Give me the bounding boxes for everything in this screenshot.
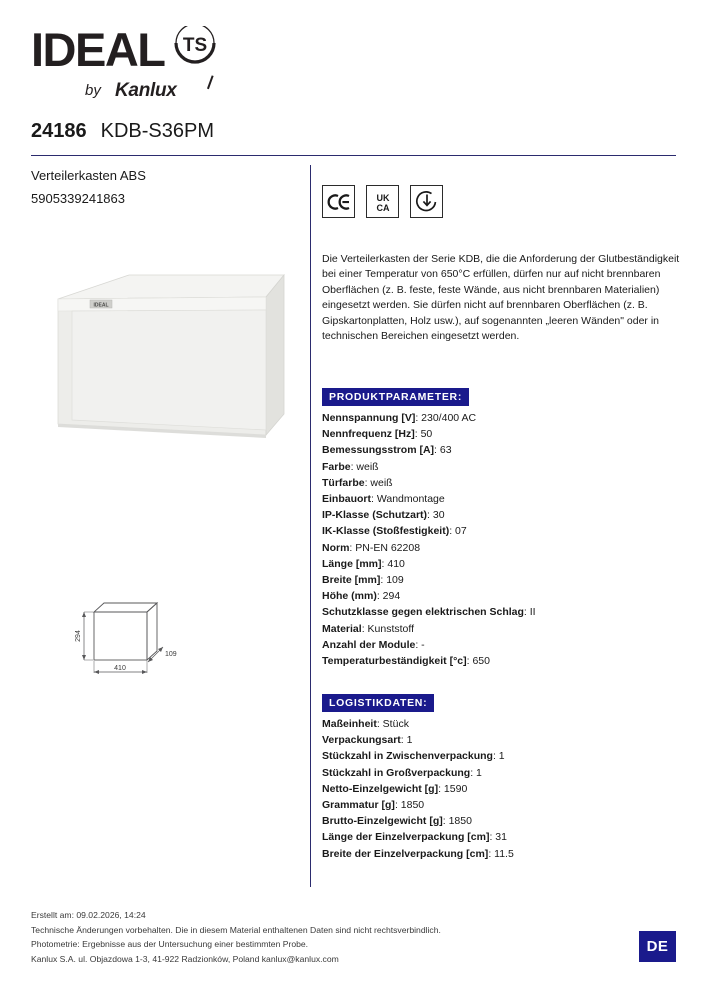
spec-value: : 650 <box>466 655 490 668</box>
dimension-drawing <box>62 598 247 688</box>
spec-value: : 230/400 AC <box>415 412 477 424</box>
parameter-row <box>322 540 684 556</box>
parameter-row <box>322 475 684 491</box>
logo-slash-decoration <box>207 75 223 92</box>
spec-key: Norm <box>322 541 350 554</box>
svg-text:UK: UK <box>376 192 389 203</box>
spec-value: : 1 <box>492 750 505 763</box>
product-parameters-list <box>322 410 684 669</box>
spec-key: Schutzklasse gegen elektrischen Schlag <box>322 606 524 619</box>
logo-by-text: by <box>85 82 101 99</box>
spec-key: Temperaturbeständigkeit [°c] <box>322 655 467 668</box>
language-badge: DE <box>639 931 676 962</box>
logistics-row <box>322 829 684 845</box>
parameter-row <box>322 588 684 604</box>
ce-mark-icon <box>322 185 355 218</box>
svg-text:TS: TS <box>182 35 208 56</box>
logistics-list <box>322 716 684 862</box>
spec-value: : weiß <box>364 476 393 489</box>
spec-value: : PN-EN 62208 <box>349 541 421 554</box>
parameter-row <box>322 459 684 475</box>
logistics-row <box>322 765 684 781</box>
product-photo <box>52 262 285 447</box>
spec-key: Länge [mm] <box>322 557 382 570</box>
logistics-row <box>322 781 684 797</box>
logistics-row <box>322 813 684 829</box>
spec-value: : weiß <box>350 460 379 473</box>
spec-key: Brutto-Einzelgewicht [g] <box>322 815 443 828</box>
spec-value: : Wandmontage <box>371 493 445 506</box>
spec-value: : 30 <box>427 509 445 522</box>
spec-value: : 50 <box>414 428 433 441</box>
spec-key: Grammatur [g] <box>322 799 395 812</box>
page-title <box>31 120 214 143</box>
spec-value: : 63 <box>434 444 452 457</box>
brand-logo <box>31 24 291 112</box>
parameter-row <box>322 410 684 426</box>
spec-value: : 31 <box>489 831 507 844</box>
logo-ideal-text: IDEAL <box>31 23 165 76</box>
footer-photometry: Photometrie: Ergebnisse aus der Untersuchung einer bestimmten Probe. <box>31 939 309 949</box>
svg-text:IDEAL: IDEAL <box>93 302 109 309</box>
spec-value: : II <box>523 606 536 619</box>
spec-key: Maßeinheit <box>322 718 377 730</box>
spec-key: Nennspannung [V] <box>322 412 416 424</box>
spec-key: Verpackungsart <box>322 734 401 747</box>
spec-key: Netto-Einzelgewicht [g] <box>322 782 439 795</box>
section-header-parameters: PRODUKTPARAMETER: <box>322 388 469 406</box>
spec-key: Farbe <box>322 460 351 473</box>
dimension-depth-label: 109 <box>165 651 177 658</box>
logistics-row <box>322 797 684 813</box>
product-name: Verteilerkasten ABS <box>31 168 146 183</box>
spec-key: Türfarbe <box>322 476 365 489</box>
logistics-row <box>322 716 684 732</box>
spec-key: Anzahl der Module <box>322 638 416 651</box>
spec-key: IP-Klasse (Schutzart) <box>322 509 428 522</box>
spec-value: : 294 <box>376 590 401 603</box>
title-divider <box>31 155 676 156</box>
column-divider <box>310 165 311 887</box>
svg-text:CA: CA <box>376 202 389 213</box>
spec-value: : 1 <box>470 766 482 779</box>
parameter-row <box>322 621 684 637</box>
spec-value: : 07 <box>449 525 467 538</box>
product-code: 24186 <box>31 120 87 142</box>
spec-key: Höhe (mm) <box>322 590 377 603</box>
parameter-row <box>322 604 684 620</box>
dimension-width-label: 410 <box>114 665 126 672</box>
parameter-row <box>322 653 684 669</box>
spec-key: Material <box>322 622 362 635</box>
spec-key: Breite [mm] <box>322 574 381 587</box>
product-description: Die Verteilerkasten der Serie KDB, die die Anforderung der Glutbeständigkeit bei einer Temperatur von 650°C erfüllen, dürfen nur auf nicht brennbaren Oberflächen (z. B. feste, feste Wände, aus nicht brennbaren Materialien) eingesetzt werden. Sie dürfen nicht auf brennbaren Oberflächen (z. B. Gipskartonplatten, Holz usw.), auf sogenannten „leeren Wänden" oder in technischen Bereichen eingesetzt werden. <box>322 253 680 343</box>
footer-created: Erstellt am: 09.02.2026, 14:24 <box>31 910 146 920</box>
spec-value: : - <box>415 638 425 651</box>
parameter-row <box>322 491 684 507</box>
spec-key: Bemessungsstrom [A] <box>322 444 435 457</box>
spec-value: : 1590 <box>438 782 468 795</box>
glow-wire-mark-icon <box>410 185 443 218</box>
logistics-row <box>322 748 684 764</box>
logistics-row <box>322 732 684 748</box>
logo-wordmark <box>31 24 291 76</box>
logo-ts-badge-icon <box>170 26 222 72</box>
spec-value: : 1 <box>400 734 413 747</box>
logistics-row <box>322 846 684 862</box>
spec-value: : 1850 <box>442 815 472 828</box>
footer-address: Kanlux S.A. ul. Objazdowa 1-3, 41-922 Radzionków, Poland kanlux@kanlux.com <box>31 953 339 964</box>
dimension-height-label: 294 <box>75 630 82 642</box>
spec-key: Breite der Einzelverpackung [cm] <box>322 847 489 860</box>
spec-value: : Kunststoff <box>361 622 415 635</box>
spec-value: : 11.5 <box>488 847 514 860</box>
spec-key: Stückzahl in Großverpackung <box>322 766 471 779</box>
parameter-row <box>322 572 684 588</box>
page-footer <box>31 908 591 966</box>
product-model: KDB-S36PM <box>100 120 214 142</box>
parameter-row <box>322 442 684 458</box>
product-ean: 5905339241863 <box>31 191 125 206</box>
spec-value: : 1850 <box>394 799 425 812</box>
parameter-row <box>322 507 684 523</box>
spec-value: : 109 <box>380 574 404 587</box>
parameter-row <box>322 426 684 442</box>
parameter-row <box>322 637 684 653</box>
certification-marks <box>322 185 443 218</box>
spec-value: : Stück <box>376 718 409 730</box>
spec-key: IK-Klasse (Stoßfestigkeit) <box>322 525 450 538</box>
logo-kanlux-text: Kanlux <box>115 80 177 101</box>
spec-key: Nennfrequenz [Hz] <box>322 428 415 441</box>
parameter-row <box>322 523 684 539</box>
parameter-row <box>322 556 684 572</box>
section-header-logistics: LOGISTIKDATEN: <box>322 694 434 712</box>
footer-disclaimer: Technische Änderungen vorbehalten. Die in diesem Material enthaltenen Daten sind nicht rechtsverbindlich. <box>31 924 441 935</box>
spec-key: Einbauort <box>322 493 371 506</box>
spec-key: Stückzahl in Zwischenverpackung <box>322 750 493 763</box>
spec-value: : 410 <box>381 557 405 570</box>
ukca-mark-icon <box>366 185 399 218</box>
spec-key: Länge der Einzelverpackung [cm] <box>322 831 490 844</box>
